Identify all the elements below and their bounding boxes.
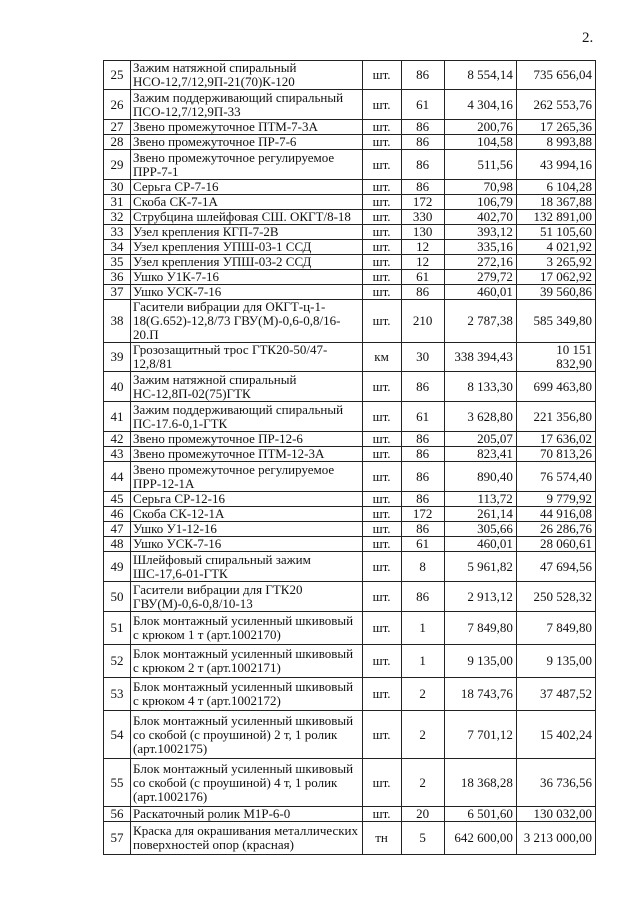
row-number-cell: 57 [104, 822, 131, 855]
quantity-cell: 12 [401, 240, 444, 255]
unit-cell: шт. [362, 402, 401, 432]
quantity-cell: 2 [401, 678, 444, 711]
table-row [104, 537, 596, 552]
quantity-cell: 61 [401, 270, 444, 285]
total-cost-cell: 132 891,00 [516, 210, 595, 225]
item-name-cell: Шлейфовый спиральный зажим ШС-17,6-01-ГТК [131, 552, 362, 582]
quantity-cell: 20 [401, 807, 444, 822]
unit-price-cell: 70,98 [444, 180, 516, 195]
total-cost-cell: 3 213 000,00 [516, 822, 595, 855]
table-row [104, 240, 596, 255]
item-name-cell: Ушко УСК-7-16 [131, 537, 362, 552]
table-row [104, 180, 596, 195]
unit-cell: шт. [362, 537, 401, 552]
unit-cell: шт. [362, 285, 401, 300]
row-number-cell: 47 [104, 522, 131, 537]
unit-price-cell: 823,41 [444, 447, 516, 462]
unit-cell: шт. [362, 150, 401, 180]
unit-price-cell: 890,40 [444, 462, 516, 492]
quantity-cell: 5 [401, 822, 444, 855]
quantity-cell: 86 [401, 462, 444, 492]
unit-price-cell: 113,72 [444, 492, 516, 507]
unit-cell: шт. [362, 120, 401, 135]
item-name-cell: Звено промежуточное ПР-12-6 [131, 432, 362, 447]
row-number-cell: 43 [104, 447, 131, 462]
unit-cell: шт. [362, 447, 401, 462]
quantity-cell: 1 [401, 645, 444, 678]
unit-cell: шт. [362, 678, 401, 711]
quantity-cell: 172 [401, 195, 444, 210]
item-name-cell: Узел крепления КГП-7-2В [131, 225, 362, 240]
unit-price-cell: 205,07 [444, 432, 516, 447]
item-name-cell: Серьга СР-7-16 [131, 180, 362, 195]
item-name-cell: Звено промежуточное ПТМ-7-3А [131, 120, 362, 135]
total-cost-cell: 26 286,76 [516, 522, 595, 537]
unit-cell: шт. [362, 240, 401, 255]
row-number-cell: 55 [104, 759, 131, 807]
unit-cell: шт. [362, 759, 401, 807]
total-cost-cell: 39 560,86 [516, 285, 595, 300]
unit-price-cell: 7 849,80 [444, 612, 516, 645]
quantity-cell: 130 [401, 225, 444, 240]
table-row [104, 225, 596, 240]
total-cost-cell: 76 574,40 [516, 462, 595, 492]
table-row [104, 255, 596, 270]
item-name-cell: Гасители вибрации для ГТК20 ГВУ(М)-0,6-0,8/10-13 [131, 582, 362, 612]
unit-cell: шт. [362, 225, 401, 240]
row-number-cell: 25 [104, 61, 131, 90]
quantity-cell: 12 [401, 255, 444, 270]
unit-price-cell: 642 600,00 [444, 822, 516, 855]
total-cost-cell: 17 265,36 [516, 120, 595, 135]
item-name-cell: Блок монтажный усиленный шкивовый с крюком 4 т (арт.1002172) [131, 678, 362, 711]
quantity-cell: 86 [401, 432, 444, 447]
quantity-cell: 86 [401, 120, 444, 135]
unit-price-cell: 106,79 [444, 195, 516, 210]
unit-cell: шт. [362, 462, 401, 492]
total-cost-cell: 17 062,92 [516, 270, 595, 285]
table-row [104, 759, 596, 807]
unit-price-cell: 335,16 [444, 240, 516, 255]
unit-cell: шт. [362, 372, 401, 402]
table-row [104, 195, 596, 210]
total-cost-cell: 262 553,76 [516, 90, 595, 120]
total-cost-cell: 735 656,04 [516, 61, 595, 90]
unit-cell: шт. [362, 61, 401, 90]
quantity-cell: 86 [401, 492, 444, 507]
total-cost-cell: 18 367,88 [516, 195, 595, 210]
unit-price-cell: 200,76 [444, 120, 516, 135]
item-name-cell: Звено промежуточное регулируемое ПРР-12-1А [131, 462, 362, 492]
row-number-cell: 41 [104, 402, 131, 432]
total-cost-cell: 221 356,80 [516, 402, 595, 432]
total-cost-cell: 47 694,56 [516, 552, 595, 582]
item-name-cell: Скоба СК-7-1А [131, 195, 362, 210]
table-row [104, 612, 596, 645]
table-row [104, 645, 596, 678]
total-cost-cell: 585 349,80 [516, 300, 595, 343]
quantity-cell: 86 [401, 522, 444, 537]
item-name-cell: Гасители вибрации для ОКГТ-ц-1-18(G.652)-12,8/73 ГВУ(М)-0,6-0,8/16-20.П [131, 300, 362, 343]
table-row [104, 61, 596, 90]
item-name-cell: Блок монтажный усиленный шкивовый с крюком 1 т (арт.1002170) [131, 612, 362, 645]
total-cost-cell: 7 849,80 [516, 612, 595, 645]
item-name-cell: Звено промежуточное регулируемое ПРР-7-1 [131, 150, 362, 180]
unit-price-cell: 279,72 [444, 270, 516, 285]
unit-cell: шт. [362, 432, 401, 447]
unit-cell: шт. [362, 180, 401, 195]
item-name-cell: Зажим натяжной спиральный НС-12,8П-02(75)ГТК [131, 372, 362, 402]
quantity-cell: 172 [401, 507, 444, 522]
unit-cell: шт. [362, 612, 401, 645]
unit-cell: шт. [362, 507, 401, 522]
unit-cell: км [362, 343, 401, 372]
total-cost-cell: 28 060,61 [516, 537, 595, 552]
item-name-cell: Ушко У1К-7-16 [131, 270, 362, 285]
quantity-cell: 86 [401, 150, 444, 180]
item-name-cell: Ушко УСК-7-16 [131, 285, 362, 300]
total-cost-cell: 15 402,24 [516, 711, 595, 759]
unit-price-cell: 8 133,30 [444, 372, 516, 402]
unit-cell: шт. [362, 492, 401, 507]
table-row [104, 522, 596, 537]
specification-table-body [104, 61, 596, 855]
unit-price-cell: 104,58 [444, 135, 516, 150]
row-number-cell: 50 [104, 582, 131, 612]
quantity-cell: 61 [401, 402, 444, 432]
item-name-cell: Звено промежуточное ПТМ-12-3А [131, 447, 362, 462]
table-row [104, 807, 596, 822]
unit-price-cell: 18 368,28 [444, 759, 516, 807]
table-row [104, 678, 596, 711]
quantity-cell: 86 [401, 285, 444, 300]
item-name-cell: Зажим поддерживающий спиральный ПСО-12,7/12,9П-33 [131, 90, 362, 120]
unit-price-cell: 2 787,38 [444, 300, 516, 343]
item-name-cell: Узел крепления УПШ-03-1 ССД [131, 240, 362, 255]
row-number-cell: 27 [104, 120, 131, 135]
total-cost-cell: 43 994,16 [516, 150, 595, 180]
item-name-cell: Краска для окрашивания металлических поверхностей опор (красная) [131, 822, 362, 855]
quantity-cell: 8 [401, 552, 444, 582]
table-row [104, 210, 596, 225]
item-name-cell: Блок монтажный усиленный шкивовый со скобой (с проушиной) 2 т, 1 ролик (арт.1002175) [131, 711, 362, 759]
item-name-cell: Блок монтажный усиленный шкивовый со скобой (с проушиной) 4 т, 1 ролик (арт.1002176) [131, 759, 362, 807]
total-cost-cell: 8 993,88 [516, 135, 595, 150]
unit-cell: шт. [362, 711, 401, 759]
total-cost-cell: 250 528,32 [516, 582, 595, 612]
page-number: 2. [582, 30, 594, 46]
unit-price-cell: 460,01 [444, 537, 516, 552]
row-number-cell: 35 [104, 255, 131, 270]
row-number-cell: 45 [104, 492, 131, 507]
row-number-cell: 49 [104, 552, 131, 582]
quantity-cell: 1 [401, 612, 444, 645]
table-row [104, 120, 596, 135]
row-number-cell: 30 [104, 180, 131, 195]
row-number-cell: 32 [104, 210, 131, 225]
total-cost-cell: 699 463,80 [516, 372, 595, 402]
unit-cell: шт. [362, 270, 401, 285]
unit-cell: шт. [362, 582, 401, 612]
row-number-cell: 54 [104, 711, 131, 759]
quantity-cell: 86 [401, 582, 444, 612]
total-cost-cell: 130 032,00 [516, 807, 595, 822]
unit-cell: шт. [362, 645, 401, 678]
row-number-cell: 28 [104, 135, 131, 150]
item-name-cell: Ушко У1-12-16 [131, 522, 362, 537]
unit-cell: шт. [362, 195, 401, 210]
specification-table [103, 60, 596, 855]
total-cost-cell: 36 736,56 [516, 759, 595, 807]
table-row [104, 343, 596, 372]
unit-price-cell: 18 743,76 [444, 678, 516, 711]
table-row [104, 270, 596, 285]
unit-cell: шт. [362, 135, 401, 150]
row-number-cell: 40 [104, 372, 131, 402]
row-number-cell: 31 [104, 195, 131, 210]
unit-cell: шт. [362, 300, 401, 343]
quantity-cell: 86 [401, 447, 444, 462]
unit-price-cell: 305,66 [444, 522, 516, 537]
table-row [104, 462, 596, 492]
row-number-cell: 36 [104, 270, 131, 285]
item-name-cell: Узел крепления УПШ-03-2 ССД [131, 255, 362, 270]
quantity-cell: 86 [401, 135, 444, 150]
unit-cell: шт. [362, 210, 401, 225]
row-number-cell: 33 [104, 225, 131, 240]
unit-cell: шт. [362, 552, 401, 582]
item-name-cell: Грозозащитный трос ГТК20-50/47-12,8/81 [131, 343, 362, 372]
item-name-cell: Зажим поддерживающий спиральный ПС-17.6-0,1-ГТК [131, 402, 362, 432]
unit-cell: тн [362, 822, 401, 855]
table-row [104, 822, 596, 855]
row-number-cell: 52 [104, 645, 131, 678]
total-cost-cell: 3 265,92 [516, 255, 595, 270]
total-cost-cell: 17 636,02 [516, 432, 595, 447]
unit-price-cell: 5 961,82 [444, 552, 516, 582]
unit-cell: шт. [362, 807, 401, 822]
unit-cell: шт. [362, 522, 401, 537]
item-name-cell: Скоба СК-12-1А [131, 507, 362, 522]
item-name-cell: Блок монтажный усиленный шкивовый с крюком 2 т (арт.1002171) [131, 645, 362, 678]
table-row [104, 90, 596, 120]
total-cost-cell: 37 487,52 [516, 678, 595, 711]
total-cost-cell: 10 151 832,90 [516, 343, 595, 372]
total-cost-cell: 70 813,26 [516, 447, 595, 462]
row-number-cell: 53 [104, 678, 131, 711]
table-row [104, 432, 596, 447]
unit-price-cell: 8 554,14 [444, 61, 516, 90]
total-cost-cell: 51 105,60 [516, 225, 595, 240]
table-row [104, 285, 596, 300]
row-number-cell: 46 [104, 507, 131, 522]
row-number-cell: 42 [104, 432, 131, 447]
unit-price-cell: 460,01 [444, 285, 516, 300]
item-name-cell: Струбцина шлейфовая СШ. ОКГТ/8-18 [131, 210, 362, 225]
unit-price-cell: 511,56 [444, 150, 516, 180]
total-cost-cell: 6 104,28 [516, 180, 595, 195]
row-number-cell: 26 [104, 90, 131, 120]
table-row [104, 150, 596, 180]
row-number-cell: 37 [104, 285, 131, 300]
row-number-cell: 34 [104, 240, 131, 255]
quantity-cell: 30 [401, 343, 444, 372]
quantity-cell: 2 [401, 759, 444, 807]
unit-price-cell: 393,12 [444, 225, 516, 240]
table-row [104, 402, 596, 432]
item-name-cell: Раскаточный ролик М1Р-6-0 [131, 807, 362, 822]
row-number-cell: 38 [104, 300, 131, 343]
unit-price-cell: 272,16 [444, 255, 516, 270]
row-number-cell: 39 [104, 343, 131, 372]
table-row [104, 135, 596, 150]
row-number-cell: 29 [104, 150, 131, 180]
total-cost-cell: 9 135,00 [516, 645, 595, 678]
unit-cell: шт. [362, 90, 401, 120]
unit-price-cell: 338 394,43 [444, 343, 516, 372]
total-cost-cell: 44 916,08 [516, 507, 595, 522]
table-row [104, 300, 596, 343]
table-row [104, 507, 596, 522]
row-number-cell: 51 [104, 612, 131, 645]
table-row [104, 711, 596, 759]
unit-price-cell: 7 701,12 [444, 711, 516, 759]
total-cost-cell: 9 779,92 [516, 492, 595, 507]
row-number-cell: 48 [104, 537, 131, 552]
quantity-cell: 86 [401, 372, 444, 402]
quantity-cell: 86 [401, 180, 444, 195]
quantity-cell: 86 [401, 61, 444, 90]
table-row [104, 552, 596, 582]
item-name-cell: Зажим натяжной спиральный НСО-12,7/12,9П-21(70)К-120 [131, 61, 362, 90]
quantity-cell: 61 [401, 537, 444, 552]
row-number-cell: 44 [104, 462, 131, 492]
table-row [104, 582, 596, 612]
quantity-cell: 330 [401, 210, 444, 225]
unit-price-cell: 3 628,80 [444, 402, 516, 432]
unit-cell: шт. [362, 255, 401, 270]
item-name-cell: Серьга СР-12-16 [131, 492, 362, 507]
quantity-cell: 210 [401, 300, 444, 343]
table-row [104, 447, 596, 462]
unit-price-cell: 6 501,60 [444, 807, 516, 822]
row-number-cell: 56 [104, 807, 131, 822]
table-row [104, 492, 596, 507]
total-cost-cell: 4 021,92 [516, 240, 595, 255]
unit-price-cell: 2 913,12 [444, 582, 516, 612]
unit-price-cell: 4 304,16 [444, 90, 516, 120]
quantity-cell: 61 [401, 90, 444, 120]
unit-price-cell: 402,70 [444, 210, 516, 225]
unit-price-cell: 9 135,00 [444, 645, 516, 678]
table-row [104, 372, 596, 402]
quantity-cell: 2 [401, 711, 444, 759]
item-name-cell: Звено промежуточное ПР-7-6 [131, 135, 362, 150]
unit-price-cell: 261,14 [444, 507, 516, 522]
